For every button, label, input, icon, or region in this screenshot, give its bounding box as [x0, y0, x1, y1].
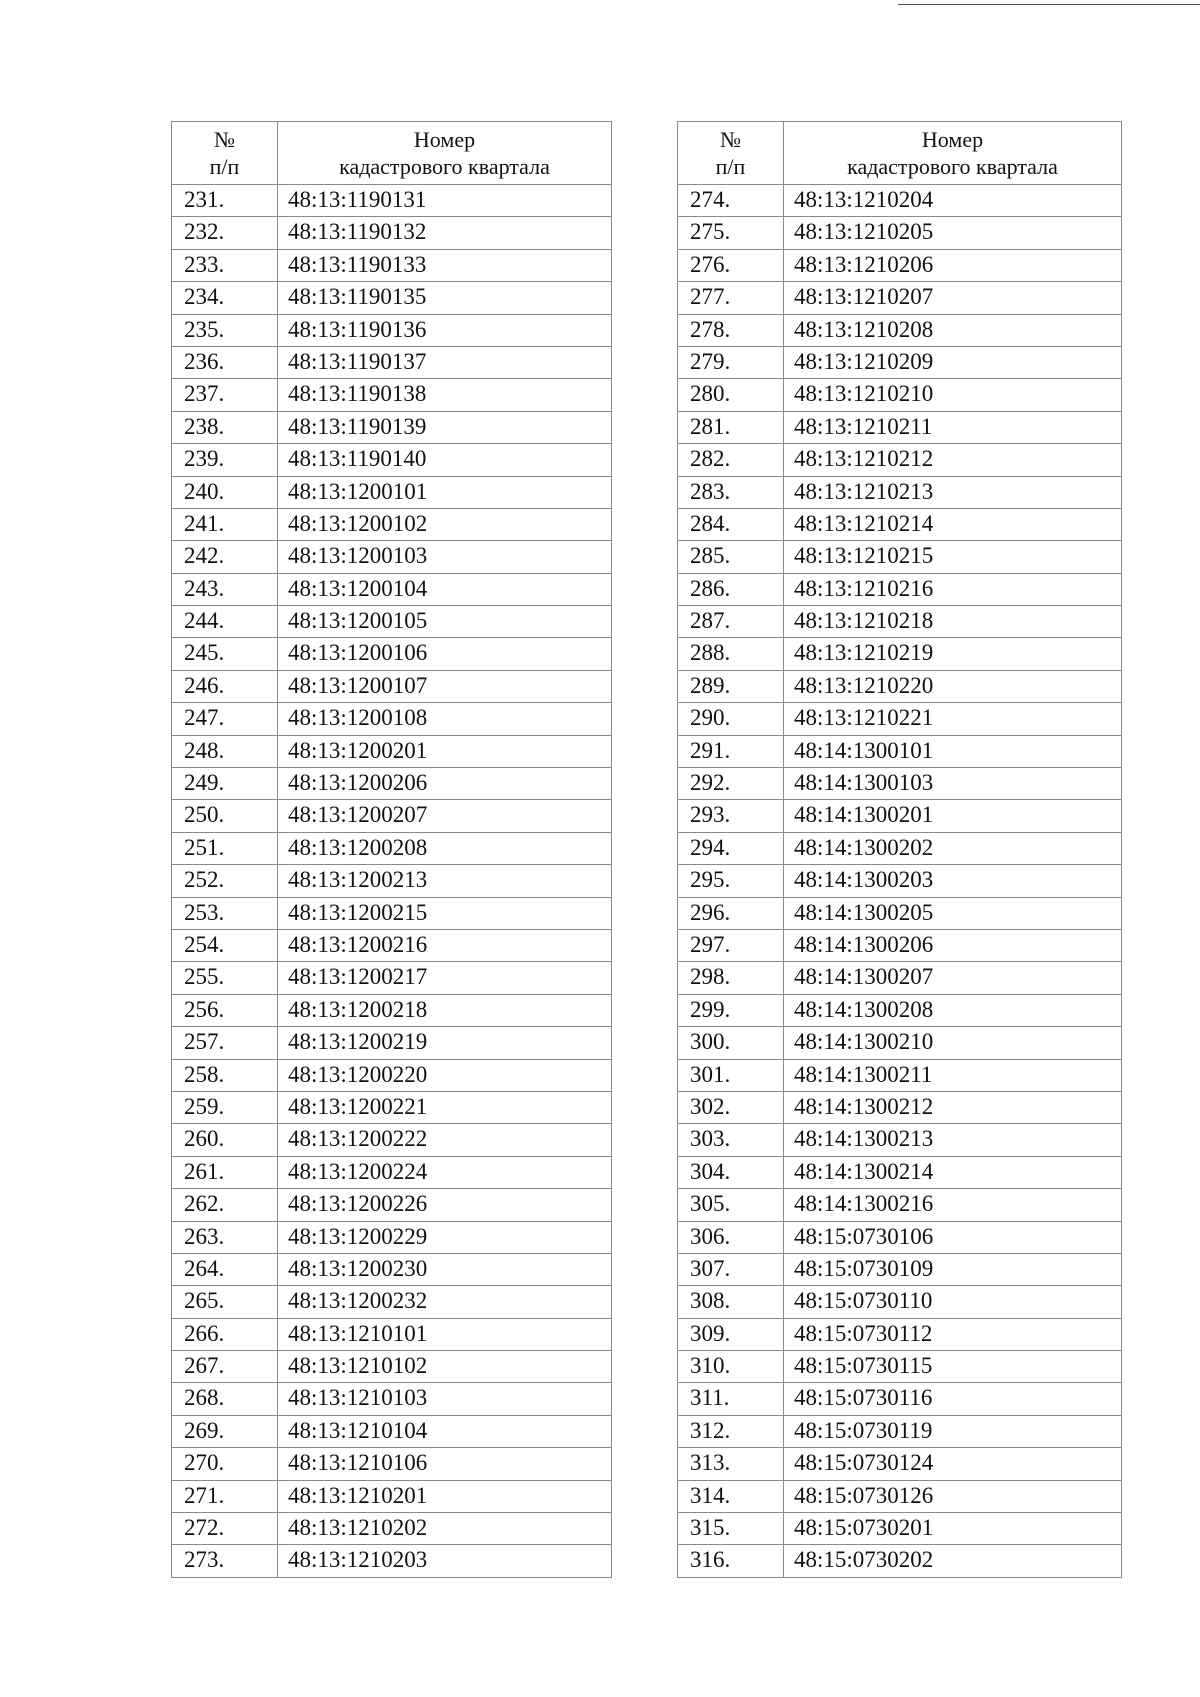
row-number-cell: 311.	[678, 1383, 784, 1415]
table-row	[172, 703, 612, 735]
column-header-number	[172, 122, 278, 185]
table-row	[172, 1156, 612, 1188]
row-number-cell: 231.	[172, 185, 278, 217]
cadastral-number-cell: 48:15:0730116	[784, 1383, 1122, 1415]
table-row	[678, 1059, 1122, 1091]
row-number-cell: 308.	[678, 1286, 784, 1318]
row-number-cell: 277.	[678, 282, 784, 314]
row-number-cell: 302.	[678, 1091, 784, 1123]
cadastral-number-cell: 48:14:1300212	[784, 1091, 1122, 1123]
table-row	[172, 314, 612, 346]
cadastral-number-cell: 48:13:1200207	[278, 800, 612, 832]
table-row	[678, 1383, 1122, 1415]
table-row	[172, 1383, 612, 1415]
row-number-cell: 252.	[172, 865, 278, 897]
row-number-cell: 233.	[172, 249, 278, 281]
table-row	[172, 1480, 612, 1512]
table-row	[172, 994, 612, 1026]
cadastral-number-cell: 48:13:1190137	[278, 346, 612, 378]
cadastral-number-cell: 48:13:1190140	[278, 444, 612, 476]
cadastral-number-cell: 48:13:1200103	[278, 541, 612, 573]
table-row	[172, 768, 612, 800]
table-row	[172, 1189, 612, 1221]
table-row	[678, 1253, 1122, 1285]
row-number-cell: 284.	[678, 508, 784, 540]
row-number-cell: 236.	[172, 346, 278, 378]
row-number-cell: 306.	[678, 1221, 784, 1253]
table-row	[678, 703, 1122, 735]
table-row	[678, 832, 1122, 864]
table-row	[678, 508, 1122, 540]
row-number-cell: 293.	[678, 800, 784, 832]
row-number-cell: 312.	[678, 1415, 784, 1447]
cadastral-table-right	[677, 121, 1122, 1578]
table-row	[172, 573, 612, 605]
table-row	[678, 411, 1122, 443]
table-row	[678, 638, 1122, 670]
table-row	[678, 897, 1122, 929]
cadastral-number-cell: 48:13:1190138	[278, 379, 612, 411]
table-row	[678, 1189, 1122, 1221]
row-number-cell: 241.	[172, 508, 278, 540]
row-number-cell: 309.	[678, 1318, 784, 1350]
row-number-cell: 267.	[172, 1351, 278, 1383]
cadastral-number-cell: 48:13:1200217	[278, 962, 612, 994]
table-row	[678, 670, 1122, 702]
table-row	[678, 314, 1122, 346]
cadastral-number-cell: 48:15:0730109	[784, 1253, 1122, 1285]
cadastral-number-cell: 48:14:1300213	[784, 1124, 1122, 1156]
row-number-cell: 286.	[678, 573, 784, 605]
table-row	[172, 1513, 612, 1545]
row-number-cell: 238.	[172, 411, 278, 443]
table-row	[678, 1480, 1122, 1512]
cadastral-number-cell: 48:14:1300203	[784, 865, 1122, 897]
table-row	[172, 897, 612, 929]
table-row	[678, 1415, 1122, 1447]
cadastral-number-cell: 48:13:1200224	[278, 1156, 612, 1188]
cadastral-number-cell: 48:15:0730202	[784, 1545, 1122, 1577]
table-row	[678, 929, 1122, 961]
table-row	[172, 1318, 612, 1350]
column-header-cadastral-quarter	[278, 122, 612, 185]
table-row	[678, 1156, 1122, 1188]
table-row	[678, 735, 1122, 767]
row-number-cell: 295.	[678, 865, 784, 897]
table-row	[172, 1415, 612, 1447]
table-row	[678, 1545, 1122, 1577]
row-number-cell: 235.	[172, 314, 278, 346]
row-number-cell: 243.	[172, 573, 278, 605]
table-row	[172, 1221, 612, 1253]
table-row	[172, 185, 612, 217]
table-row	[678, 1351, 1122, 1383]
header-code-line1: Номер	[921, 127, 984, 152]
table-row	[172, 1545, 612, 1577]
cadastral-number-cell: 48:13:1200222	[278, 1124, 612, 1156]
table-row	[678, 282, 1122, 314]
table-header-row	[172, 122, 612, 185]
cadastral-number-cell: 48:13:1200216	[278, 929, 612, 961]
cadastral-number-cell: 48:13:1210215	[784, 541, 1122, 573]
table-row	[172, 638, 612, 670]
row-number-cell: 301.	[678, 1059, 784, 1091]
table-row	[678, 346, 1122, 378]
row-number-cell: 258.	[172, 1059, 278, 1091]
row-number-cell: 274.	[678, 185, 784, 217]
row-number-cell: 246.	[172, 670, 278, 702]
row-number-cell: 250.	[172, 800, 278, 832]
table-row	[678, 994, 1122, 1026]
row-number-cell: 260.	[172, 1124, 278, 1156]
table-row	[172, 379, 612, 411]
table-row	[678, 606, 1122, 638]
cadastral-number-cell: 48:13:1210207	[784, 282, 1122, 314]
cadastral-number-cell: 48:13:1190135	[278, 282, 612, 314]
cadastral-number-cell: 48:13:1200104	[278, 573, 612, 605]
cadastral-number-cell: 48:14:1300206	[784, 929, 1122, 961]
row-number-cell: 237.	[172, 379, 278, 411]
row-number-cell: 270.	[172, 1448, 278, 1480]
row-number-cell: 271.	[172, 1480, 278, 1512]
cadastral-number-cell: 48:13:1210205	[784, 217, 1122, 249]
cadastral-number-cell: 48:13:1210208	[784, 314, 1122, 346]
column-header-number	[678, 122, 784, 185]
row-number-cell: 239.	[172, 444, 278, 476]
table-row	[678, 1091, 1122, 1123]
table-row	[172, 670, 612, 702]
cadastral-number-cell: 48:13:1200221	[278, 1091, 612, 1123]
cadastral-number-cell: 48:13:1200107	[278, 670, 612, 702]
cadastral-number-cell: 48:14:1300210	[784, 1027, 1122, 1059]
table-row	[172, 1448, 612, 1480]
cadastral-number-cell: 48:13:1210101	[278, 1318, 612, 1350]
row-number-cell: 268.	[172, 1383, 278, 1415]
row-number-cell: 259.	[172, 1091, 278, 1123]
header-number-line1: №	[720, 127, 741, 152]
row-number-cell: 251.	[172, 832, 278, 864]
cadastral-number-cell: 48:14:1300205	[784, 897, 1122, 929]
cadastral-number-cell: 48:13:1190132	[278, 217, 612, 249]
row-number-cell: 313.	[678, 1448, 784, 1480]
table-row	[172, 444, 612, 476]
cadastral-number-cell: 48:14:1300101	[784, 735, 1122, 767]
cadastral-number-cell: 48:13:1200230	[278, 1253, 612, 1285]
table-row	[678, 379, 1122, 411]
cadastral-number-cell: 48:15:0730112	[784, 1318, 1122, 1350]
row-number-cell: 263.	[172, 1221, 278, 1253]
table-row	[678, 249, 1122, 281]
table-row	[678, 476, 1122, 508]
header-code-line2: кадастрового квартала	[847, 154, 1058, 179]
table-row	[678, 1448, 1122, 1480]
row-number-cell: 291.	[678, 735, 784, 767]
cadastral-table-left	[171, 121, 612, 1578]
row-number-cell: 273.	[172, 1545, 278, 1577]
cadastral-number-cell: 48:13:1200208	[278, 832, 612, 864]
row-number-cell: 234.	[172, 282, 278, 314]
cadastral-number-cell: 48:13:1210103	[278, 1383, 612, 1415]
cadastral-number-cell: 48:13:1210216	[784, 573, 1122, 605]
header-number-line2: п/п	[715, 154, 746, 179]
row-number-cell: 299.	[678, 994, 784, 1026]
cadastral-number-cell: 48:13:1200101	[278, 476, 612, 508]
table-row	[678, 444, 1122, 476]
cadastral-number-cell: 48:13:1210204	[784, 185, 1122, 217]
table-row	[172, 800, 612, 832]
table-header-row	[678, 122, 1122, 185]
row-number-cell: 261.	[172, 1156, 278, 1188]
cadastral-number-cell: 48:13:1210218	[784, 606, 1122, 638]
cadastral-number-cell: 48:13:1210201	[278, 1480, 612, 1512]
cadastral-number-cell: 48:13:1210202	[278, 1513, 612, 1545]
row-number-cell: 288.	[678, 638, 784, 670]
table-row	[172, 508, 612, 540]
row-number-cell: 314.	[678, 1480, 784, 1512]
table-body	[678, 185, 1122, 1578]
cadastral-number-cell: 48:13:1210221	[784, 703, 1122, 735]
cadastral-number-cell: 48:13:1210203	[278, 1545, 612, 1577]
table-row	[172, 606, 612, 638]
cadastral-number-cell: 48:13:1210220	[784, 670, 1122, 702]
table-row	[678, 1318, 1122, 1350]
row-number-cell: 255.	[172, 962, 278, 994]
row-number-cell: 275.	[678, 217, 784, 249]
cadastral-number-cell: 48:13:1210212	[784, 444, 1122, 476]
row-number-cell: 298.	[678, 962, 784, 994]
cadastral-number-cell: 48:14:1300103	[784, 768, 1122, 800]
table-row	[678, 1286, 1122, 1318]
cadastral-number-cell: 48:13:1200102	[278, 508, 612, 540]
row-number-cell: 245.	[172, 638, 278, 670]
row-number-cell: 269.	[172, 1415, 278, 1447]
cadastral-number-cell: 48:13:1200106	[278, 638, 612, 670]
cadastral-number-cell: 48:13:1200232	[278, 1286, 612, 1318]
table-row	[678, 1513, 1122, 1545]
cadastral-number-cell: 48:13:1190133	[278, 249, 612, 281]
table-row	[678, 865, 1122, 897]
column-header-cadastral-quarter	[784, 122, 1122, 185]
row-number-cell: 294.	[678, 832, 784, 864]
cadastral-number-cell: 48:15:0730115	[784, 1351, 1122, 1383]
header-number-line1: №	[214, 127, 235, 152]
row-number-cell: 278.	[678, 314, 784, 346]
row-number-cell: 240.	[172, 476, 278, 508]
row-number-cell: 297.	[678, 929, 784, 961]
table-row	[172, 1286, 612, 1318]
row-number-cell: 264.	[172, 1253, 278, 1285]
table-row	[678, 768, 1122, 800]
row-number-cell: 248.	[172, 735, 278, 767]
row-number-cell: 285.	[678, 541, 784, 573]
row-number-cell: 232.	[172, 217, 278, 249]
table-row	[172, 865, 612, 897]
cadastral-number-cell: 48:13:1210219	[784, 638, 1122, 670]
row-number-cell: 276.	[678, 249, 784, 281]
row-number-cell: 253.	[172, 897, 278, 929]
cadastral-number-cell: 48:14:1300214	[784, 1156, 1122, 1188]
cadastral-number-cell: 48:13:1210102	[278, 1351, 612, 1383]
row-number-cell: 287.	[678, 606, 784, 638]
cadastral-number-cell: 48:13:1210211	[784, 411, 1122, 443]
cadastral-number-cell: 48:13:1210206	[784, 249, 1122, 281]
cadastral-number-cell: 48:13:1210214	[784, 508, 1122, 540]
cadastral-number-cell: 48:13:1210106	[278, 1448, 612, 1480]
table-row	[172, 929, 612, 961]
header-code-line2: кадастрового квартала	[339, 154, 550, 179]
cadastral-number-cell: 48:15:0730119	[784, 1415, 1122, 1447]
row-number-cell: 316.	[678, 1545, 784, 1577]
table-row	[172, 735, 612, 767]
table-row	[678, 1221, 1122, 1253]
cadastral-number-cell: 48:13:1200220	[278, 1059, 612, 1091]
row-number-cell: 266.	[172, 1318, 278, 1350]
cadastral-number-cell: 48:13:1200229	[278, 1221, 612, 1253]
cadastral-number-cell: 48:13:1200215	[278, 897, 612, 929]
table-row	[172, 1124, 612, 1156]
cadastral-number-cell: 48:13:1210209	[784, 346, 1122, 378]
row-number-cell: 305.	[678, 1189, 784, 1221]
cadastral-number-cell: 48:13:1200213	[278, 865, 612, 897]
cadastral-number-cell: 48:13:1200206	[278, 768, 612, 800]
row-number-cell: 249.	[172, 768, 278, 800]
row-number-cell: 283.	[678, 476, 784, 508]
row-number-cell: 310.	[678, 1351, 784, 1383]
table-row	[172, 1059, 612, 1091]
row-number-cell: 292.	[678, 768, 784, 800]
cadastral-number-cell: 48:14:1300202	[784, 832, 1122, 864]
table-row	[172, 1253, 612, 1285]
row-number-cell: 272.	[172, 1513, 278, 1545]
cadastral-number-cell: 48:15:0730201	[784, 1513, 1122, 1545]
table-row	[172, 541, 612, 573]
table-row	[172, 217, 612, 249]
table-row	[172, 476, 612, 508]
cadastral-number-cell: 48:14:1300208	[784, 994, 1122, 1026]
cadastral-number-cell: 48:13:1210213	[784, 476, 1122, 508]
table-row	[172, 1351, 612, 1383]
cadastral-number-cell: 48:13:1200226	[278, 1189, 612, 1221]
table-row	[678, 185, 1122, 217]
cadastral-number-cell: 48:13:1190131	[278, 185, 612, 217]
row-number-cell: 315.	[678, 1513, 784, 1545]
cadastral-number-cell: 48:13:1200218	[278, 994, 612, 1026]
row-number-cell: 281.	[678, 411, 784, 443]
cadastral-number-cell: 48:14:1300201	[784, 800, 1122, 832]
cadastral-number-cell: 48:13:1190136	[278, 314, 612, 346]
cadastral-number-cell: 48:15:0730106	[784, 1221, 1122, 1253]
table-row	[172, 249, 612, 281]
table-row	[678, 962, 1122, 994]
row-number-cell: 242.	[172, 541, 278, 573]
table-row	[678, 541, 1122, 573]
table-body	[172, 185, 612, 1578]
row-number-cell: 244.	[172, 606, 278, 638]
table-row	[172, 1027, 612, 1059]
cadastral-number-cell: 48:14:1300216	[784, 1189, 1122, 1221]
table-row	[172, 411, 612, 443]
row-number-cell: 247.	[172, 703, 278, 735]
row-number-cell: 282.	[678, 444, 784, 476]
cadastral-number-cell: 48:14:1300207	[784, 962, 1122, 994]
cadastral-number-cell: 48:14:1300211	[784, 1059, 1122, 1091]
header-number-line2: п/п	[209, 154, 240, 179]
cadastral-number-cell: 48:13:1200108	[278, 703, 612, 735]
table-row	[678, 1124, 1122, 1156]
cadastral-number-cell: 48:13:1210104	[278, 1415, 612, 1447]
header-code-line1: Номер	[413, 127, 476, 152]
cadastral-number-cell: 48:13:1200219	[278, 1027, 612, 1059]
table-row	[172, 832, 612, 864]
row-number-cell: 256.	[172, 994, 278, 1026]
row-number-cell: 289.	[678, 670, 784, 702]
table-row	[172, 962, 612, 994]
cadastral-number-cell: 48:15:0730126	[784, 1480, 1122, 1512]
row-number-cell: 279.	[678, 346, 784, 378]
row-number-cell: 290.	[678, 703, 784, 735]
row-number-cell: 265.	[172, 1286, 278, 1318]
table-row	[678, 217, 1122, 249]
row-number-cell: 280.	[678, 379, 784, 411]
top-edge-rule	[898, 4, 1200, 5]
row-number-cell: 254.	[172, 929, 278, 961]
table-row	[678, 1027, 1122, 1059]
row-number-cell: 307.	[678, 1253, 784, 1285]
row-number-cell: 262.	[172, 1189, 278, 1221]
table-row	[172, 346, 612, 378]
table-row	[678, 573, 1122, 605]
cadastral-number-cell: 48:15:0730124	[784, 1448, 1122, 1480]
row-number-cell: 257.	[172, 1027, 278, 1059]
table-row	[172, 1091, 612, 1123]
cadastral-number-cell: 48:13:1200201	[278, 735, 612, 767]
table-row	[678, 800, 1122, 832]
row-number-cell: 303.	[678, 1124, 784, 1156]
cadastral-number-cell: 48:13:1210210	[784, 379, 1122, 411]
row-number-cell: 296.	[678, 897, 784, 929]
row-number-cell: 304.	[678, 1156, 784, 1188]
cadastral-number-cell: 48:13:1200105	[278, 606, 612, 638]
cadastral-number-cell: 48:15:0730110	[784, 1286, 1122, 1318]
table-row	[172, 282, 612, 314]
cadastral-number-cell: 48:13:1190139	[278, 411, 612, 443]
row-number-cell: 300.	[678, 1027, 784, 1059]
